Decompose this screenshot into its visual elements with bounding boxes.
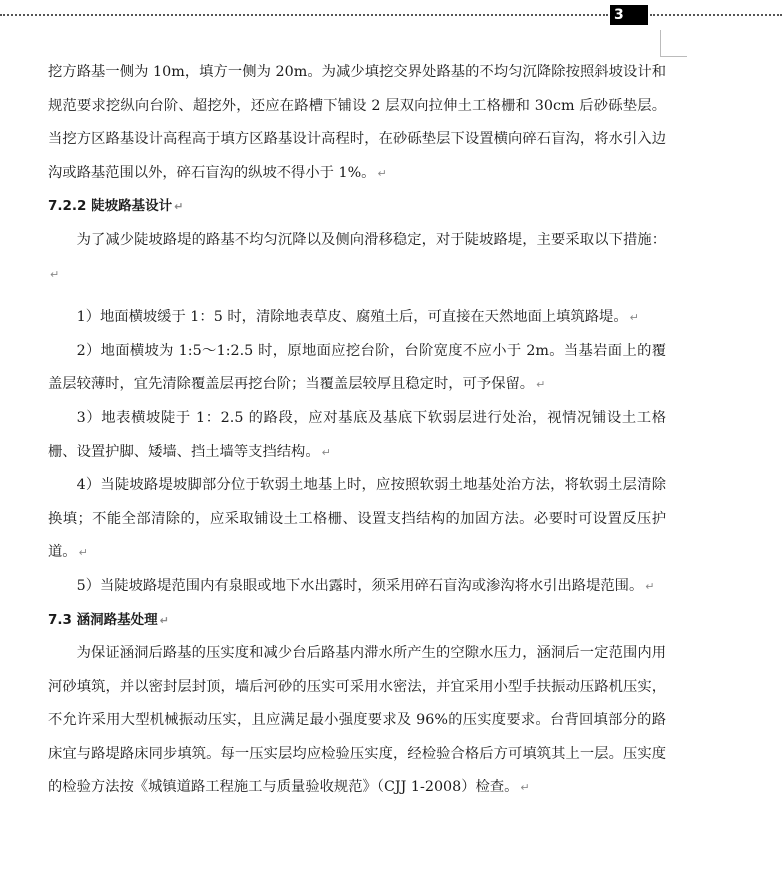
paragraph-mark-icon: ↵: [645, 579, 655, 593]
document-body: [48, 56, 666, 805]
list-item: 4）当陡坡路堤坡脚部分位于软弱土地基上时，应按照软弱土地基处治方法，将软弱土层清除换填；不能全部清除的，应采取铺设土工格栅、设置支挡结构的加固方法。必要时可设置反压护道。 ↵: [48, 477, 666, 561]
paragraph-mark-icon: ↵: [159, 613, 169, 627]
paragraph-mark-icon: ↵: [50, 267, 60, 281]
paragraph-mark-icon: ↵: [536, 378, 546, 392]
paragraph-mark-icon: ↵: [629, 311, 639, 325]
section-heading: 7.3 涵洞路基处理 ↵: [48, 611, 169, 628]
list-item: 1）地面横坡缓于 1：5 时，清除地表草皮、腐殖土后，可直接在天然地面上填筑路堤。 ↵: [76, 309, 639, 326]
paragraph: 为了减少陡坡路堤的路基不均匀沉降以及侧向滑移稳定，对于陡坡路堤，主要采取以下措施：↵: [50, 231, 666, 281]
paragraph-mark-icon: ↵: [78, 546, 88, 560]
page-number: 3: [610, 5, 648, 25]
paragraph: 挖方路基一侧为 10m，填方一侧为 20m。为减少填挖交界处路基的不均匀沉降除按照斜坡设计和规范要求挖纵向台阶、超挖外，还应在路槽下铺设 2 层双向拉伸土工格栅和 30cm 后砂砾垫层。当挖方区路基设计高程高于填方区路基设计高程时，在砂砾垫层下设置横向碎石盲沟，将水引入边沟或路基范围以外，碎石盲沟的纵坡不得小于 1%。 ↵: [48, 64, 666, 181]
list-item: 5）当陡坡路堤范围内有泉眼或地下水出露时，须采用碎石盲沟或渗沟将水引出路堤范围。 ↵: [76, 577, 655, 594]
paragraph-mark-icon: ↵: [520, 781, 530, 795]
margin-corner-mark: [660, 30, 687, 57]
paragraph-mark-icon: ↵: [174, 200, 184, 214]
paragraph: 为保证涵洞后路基的压实度和减少台后路基内滞水所产生的空隙水压力，涵洞后一定范围内用河砂填筑，并以密封层封顶，墙后河砂的压实可采用水密法，并宜采用小型手扶振动压路机压实，不允许采用大型机械振动压实，且应满足最小强度要求及 96%的压实度要求。台背回填部分的路床宜与路堤路床同步填筑。每一压实层均应检验压实度，经检验合格后方可填筑其上一层。压实度的检验方法按《城镇道路工程施工与质量验收规范》（CJJ 1-2008）检查。 ↵: [48, 645, 666, 796]
list-item: 3）地表横坡陡于 1：2.5 的路段，应对基底及基底下软弱层进行处治，视情况铺设土工格栅、设置护脚、矮墙、挡土墙等支挡结构。 ↵: [48, 409, 666, 460]
paragraph-mark-icon: ↵: [377, 166, 387, 180]
list-item: 2）地面横坡为 1:5～1:2.5 时，原地面应挖台阶，台阶宽度不应小于 2m。当基岩面上的覆盖层较薄时，宜先清除覆盖层再挖台阶；当覆盖层较厚且稳定时，可予保留。 ↵: [48, 342, 666, 393]
header-dotted-line: [650, 14, 782, 16]
paragraph-mark-icon: ↵: [321, 445, 331, 459]
page-header: [0, 0, 782, 30]
header-dotted-line: [0, 14, 608, 16]
section-heading: 7.2.2 陡坡路基设计 ↵: [48, 198, 184, 215]
